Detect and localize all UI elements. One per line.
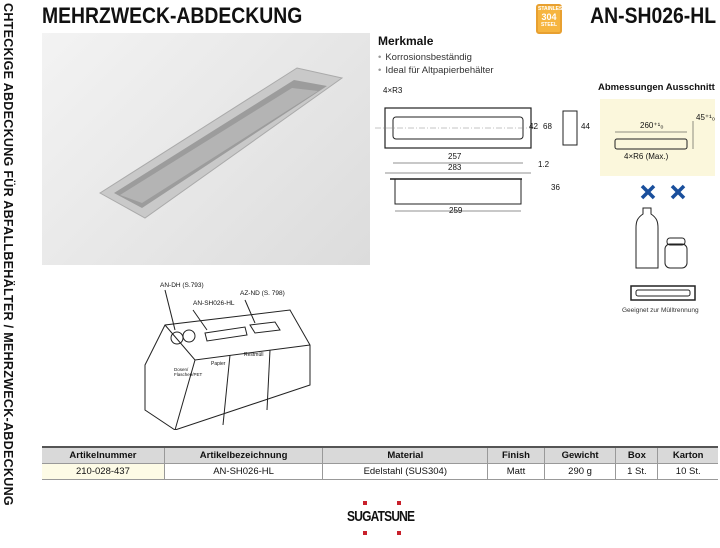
feature-item: • Korrosionsbeständig bbox=[378, 52, 472, 63]
cell-carton: 10 St. bbox=[658, 464, 718, 480]
cutout-radius: 4×R6 (Max.) bbox=[624, 152, 669, 161]
logo-mark bbox=[363, 531, 367, 535]
col-header: Gewicht bbox=[544, 447, 616, 464]
dim-283: 283 bbox=[448, 163, 462, 172]
cutout-width: 260⁺¹₀ bbox=[640, 121, 664, 130]
suitability-icons bbox=[605, 182, 705, 304]
product-photo bbox=[42, 33, 370, 265]
col-header: Artikelnummer bbox=[42, 447, 164, 464]
cell-finish: Matt bbox=[488, 464, 544, 480]
side-section-label: CHTECKIGE ABDECKUNG FÜR ABFALLBEHÄLTER / MEHRZWECK-ABDECKUNG bbox=[1, 3, 15, 506]
cell-designation: AN-SH026-HL bbox=[164, 464, 322, 480]
dim-257: 257 bbox=[448, 152, 462, 161]
col-header: Artikelbezeichnung bbox=[164, 447, 322, 464]
dim-42: 42 bbox=[529, 122, 538, 131]
cell-article-number: 210-028-437 bbox=[42, 464, 164, 480]
table-header-row bbox=[42, 447, 718, 464]
logo-mark bbox=[363, 501, 367, 505]
cover-image bbox=[42, 33, 370, 265]
label-cans: Dosen/ Flaschen/PET bbox=[174, 367, 203, 377]
label-az-nd: AZ-ND (S. 798) bbox=[240, 290, 285, 297]
col-header: Box bbox=[616, 447, 658, 464]
logo-mark bbox=[397, 531, 401, 535]
col-header: Karton bbox=[658, 447, 718, 464]
cutout-title: Abmessungen Ausschnitt bbox=[598, 82, 715, 93]
suitable-caption: Geeignet zur Mülltrennung bbox=[622, 307, 699, 314]
cutout-diagram bbox=[600, 99, 715, 176]
stainless-304-badge: STAINLESS 304 STEEL bbox=[536, 4, 562, 34]
col-header: Material bbox=[323, 447, 488, 464]
features-heading: Merkmale bbox=[378, 34, 434, 48]
cell-box: 1 St. bbox=[616, 464, 658, 480]
technical-drawing bbox=[375, 85, 585, 215]
features bbox=[378, 34, 494, 77]
label-paper: Papier bbox=[211, 361, 226, 367]
logo-mark bbox=[397, 501, 401, 505]
dim-44: 44 bbox=[581, 122, 590, 131]
page-title: MEHRZWECK-ABDECKUNG bbox=[42, 3, 303, 28]
sugatsune-logo: SUGATSUNE bbox=[347, 508, 415, 525]
label-an-sh026: AN-SH026-HL bbox=[193, 300, 235, 307]
feature-item: • Ideal für Altpapierbehälter bbox=[378, 65, 494, 76]
dim-radius: 4×R3 bbox=[383, 86, 403, 95]
dim-68: 68 bbox=[543, 122, 552, 131]
cell-material: Edelstahl (SUS304) bbox=[323, 464, 488, 480]
table-row bbox=[42, 464, 718, 480]
product-code: AN-SH026-HL bbox=[590, 3, 716, 28]
col-header: Finish bbox=[488, 447, 544, 464]
dim-259: 259 bbox=[449, 206, 463, 215]
label-an-dh: AN-DH (S.793) bbox=[160, 282, 204, 289]
product-table bbox=[42, 446, 718, 480]
cutout-height: 45⁺¹₀ bbox=[696, 113, 716, 122]
dim-1-2: 1.2 bbox=[538, 160, 550, 169]
label-rest: Restmüll bbox=[244, 352, 264, 358]
dim-36: 36 bbox=[551, 183, 560, 192]
cell-weight: 290 g bbox=[544, 464, 616, 480]
